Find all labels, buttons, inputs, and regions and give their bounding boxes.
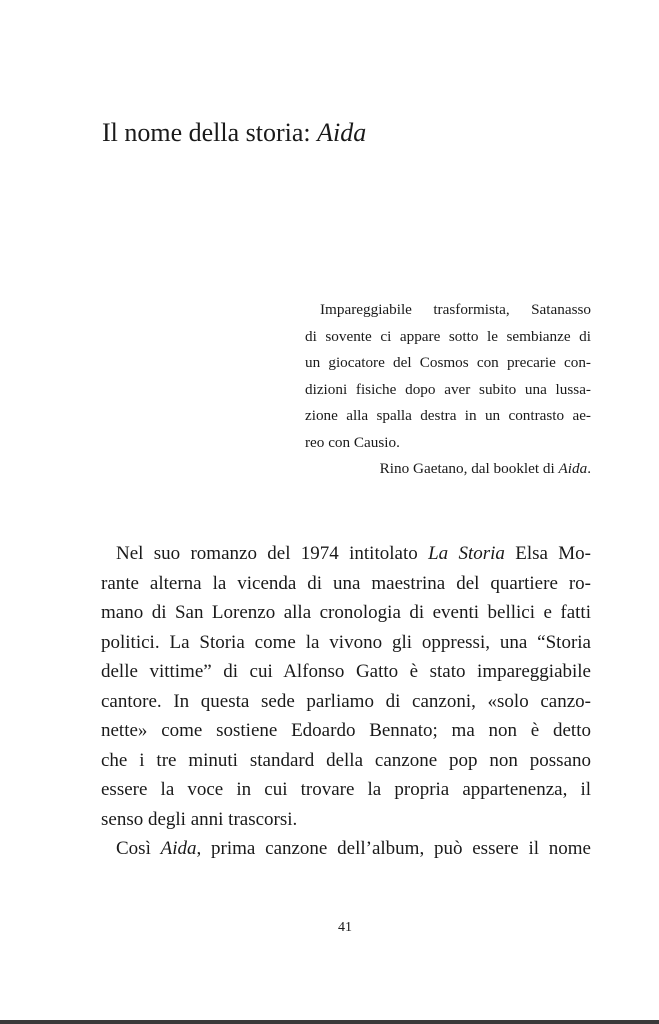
body-line: nette» come sostiene Edoardo Bennato; ma non è detto [101,720,591,741]
attribution-text: Rino Gaetano, dal booklet di [379,460,559,477]
epigraph-line: Impareggiabile trasformista, Satanasso [320,301,591,318]
body-line: politici. La Storia come la vivono gli oppressi, una “Storia [101,631,591,653]
body-line-text: Elsa Mo- [504,543,591,564]
epigraph-attribution [305,456,591,483]
body-line: che i tre minuti standard della canzone pop non possano [101,749,591,771]
body-line-italic: Aida [160,838,197,859]
body-line-text: Nel suo romanzo del 1974 intitolato [116,543,429,564]
chapter-title [102,116,366,150]
body-line: essere la voce in cui trovare la propria appartenenza, il [101,779,591,800]
body-line [101,539,591,569]
body-line: senso degli anni trascorsi. [101,808,298,830]
epigraph-line: dizioni fisiche dopo aver subito una lussa- [305,380,591,398]
body-line-italic: La Storia [428,543,505,564]
attribution-italic: Aida [558,460,588,477]
body-line: delle vittime” di cui Alfonso Gatto è stato impareggiabile [101,661,591,682]
body-line: rante alterna la vicenda di una maestrina del quartiere ro- [101,572,591,594]
epigraph-line: un giocatore del Cosmos con precarie con- [305,354,591,371]
chapter-title-text: Il nome della storia: [102,118,318,147]
epigraph-line: zione alla spalla destra in un contrasto ae- [305,407,591,424]
attribution-suffix: . [587,460,591,477]
page-number: 41 [338,920,352,935]
body-line [101,834,591,864]
epigraph [305,297,591,483]
body-text [101,539,591,864]
chapter-title-italic: Aida [317,118,367,147]
page-bottom-edge [0,1020,659,1024]
body-line-text: Così [116,838,161,859]
epigraph-line: reo con Causio. [305,433,400,451]
epigraph-line: di sovente ci appare sotto le sembianze di [305,327,591,345]
body-line-text: , prima canzone dell’album, può essere il nome [196,838,591,859]
body-line: cantore. In questa sede parliamo di canzoni, «solo canzo- [101,690,591,712]
body-line: mano di San Lorenzo alla cronologia di eventi bellici e fatti [101,602,591,623]
